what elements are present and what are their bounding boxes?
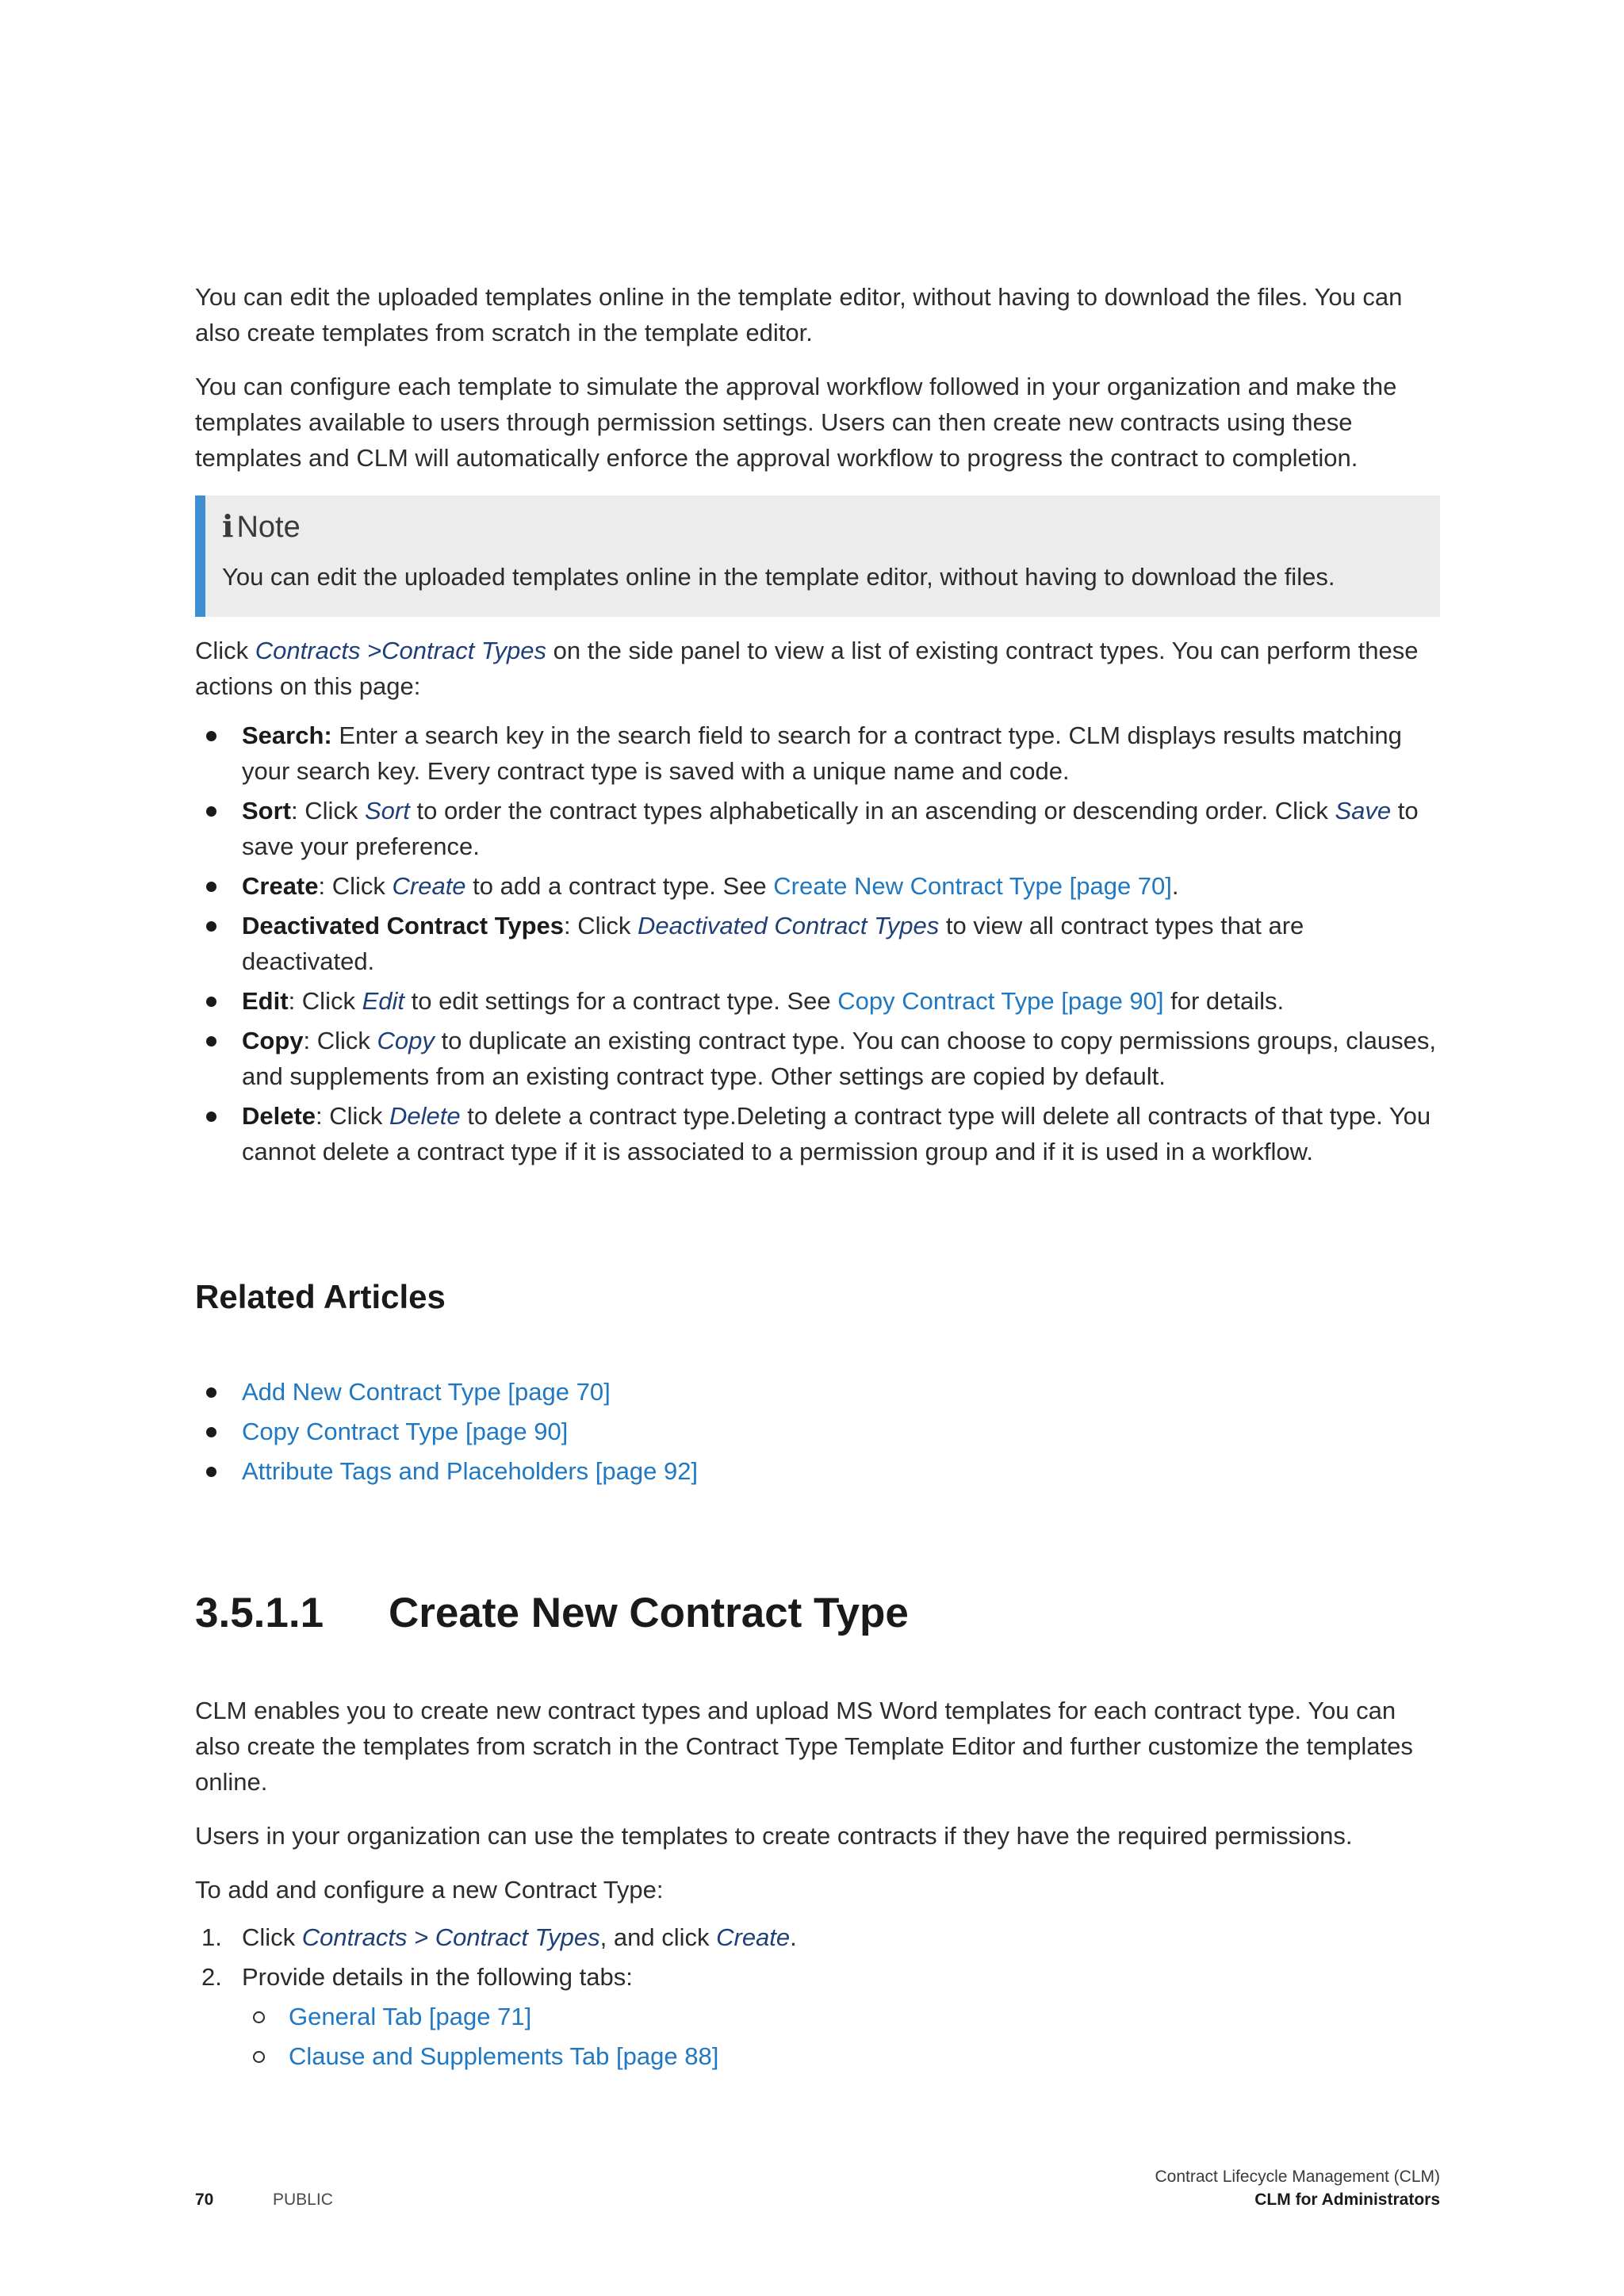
footer-left — [195, 2188, 333, 2212]
classification: PUBLIC — [273, 2191, 333, 2209]
section-paragraph-3: To add and configure a new Contract Type: — [195, 1876, 664, 1904]
step-number: 1. — [201, 1923, 222, 1951]
note-header — [222, 507, 301, 547]
link-add-new-contract-type[interactable]: Add New Contract Type [page 70] — [242, 1378, 611, 1406]
text-segment: to view all contract types that are deactivated. — [242, 912, 1304, 975]
text-segment: Enter a search key in the search field to search for a contract type. CLM displays results matching your search key. Every contract type is saved with a unique name and code. — [242, 721, 1402, 785]
text-segment: . — [790, 1923, 797, 1951]
link-copy-contract-type[interactable]: Copy Contract Type [page 90] — [837, 987, 1164, 1015]
ui-term-create: Create — [392, 872, 466, 900]
section-title: Create New Contract Type — [389, 1590, 909, 1636]
text-segment: : Click — [318, 872, 393, 900]
list-item-deactivated — [195, 908, 1440, 979]
ui-term-deactivated: Deactivated Contract Types — [638, 912, 940, 939]
ui-term-contracts-contract-types: Contracts > Contract Types — [301, 1923, 600, 1951]
list-item — [195, 1414, 698, 1449]
ui-term-edit: Edit — [362, 987, 404, 1015]
text-segment: Provide details in the following tabs: — [242, 1963, 633, 1991]
link-clause-supplements-tab[interactable]: Clause and Supplements Tab [page 88] — [289, 2042, 719, 2070]
text-segment: to edit settings for a contract type. See — [404, 987, 838, 1015]
page-number: 70 — [195, 2191, 214, 2209]
footer-doc-title: CLM for Administrators — [1254, 2191, 1440, 2209]
ui-term-delete: Delete — [389, 1102, 461, 1130]
note-text: You can edit the uploaded templates online in the template editor, without having to download the files. — [222, 563, 1335, 591]
term-deactivated: Deactivated Contract Types — [242, 912, 564, 939]
text-segment: Click — [242, 1923, 302, 1951]
contract-types-intro — [195, 633, 1440, 704]
list-item-sort — [195, 793, 1440, 864]
section-paragraph-2: Users in your organization can use the templates to create contracts if they have the required permissions. — [195, 1822, 1353, 1850]
text-segment: to order the contract types alphabetically in an ascending or descending order. Click — [409, 797, 1335, 825]
text-segment: to delete a contract type.Deleting a contract type will delete all contracts of that type. You cannot delete a contract type if it is associated to a permission group and if it is used in a workflow. — [242, 1102, 1431, 1165]
info-icon: i — [222, 508, 234, 544]
text-segment: to save your preference. — [242, 797, 1419, 860]
ui-term-save: Save — [1335, 797, 1392, 825]
text-segment: : Click — [291, 797, 365, 825]
section-paragraph-1: CLM enables you to create new contract types and upload MS Word templates for each contract type. You can also create the templates from scratch in the Contract Type Template Editor and further customize the templates online. — [195, 1697, 1413, 1796]
list-item — [195, 1453, 698, 1489]
text-segment: to duplicate an existing contract type. You can choose to copy permissions groups, clauses, and supplements from an existing contract type. Other settings are copied by default. — [242, 1027, 1437, 1090]
text-segment: : Click — [303, 1027, 377, 1054]
text-segment: , and click — [599, 1923, 717, 1951]
term-search: Search: — [242, 721, 332, 749]
link-copy-contract-type[interactable]: Copy Contract Type [page 90] — [242, 1418, 569, 1445]
list-item-edit — [195, 983, 1440, 1019]
step-2 — [195, 1959, 797, 2074]
list-item — [242, 1999, 797, 2034]
ui-term-create: Create — [716, 1923, 791, 1951]
text-segment: : Click — [288, 987, 362, 1015]
text-segment: for details. — [1163, 987, 1285, 1015]
term-create: Create — [242, 872, 319, 900]
step-1 — [195, 1919, 797, 1955]
link-general-tab[interactable]: General Tab [page 71] — [289, 2003, 532, 2030]
term-edit: Edit — [242, 987, 289, 1015]
list-item-search — [195, 718, 1440, 789]
term-sort: Sort — [242, 797, 291, 825]
ui-term-contracts-contract-types: Contracts >Contract Types — [255, 637, 547, 664]
note-box — [195, 496, 1440, 617]
intro-paragraph-1: You can edit the uploaded templates online in the template editor, without having to download the files. You can also create templates from scratch in the template editor. — [195, 283, 1403, 346]
term-delete: Delete — [242, 1102, 316, 1130]
sub-list — [242, 1999, 797, 2074]
list-item — [242, 2038, 797, 2074]
text-segment: to add a contract type. See — [465, 872, 774, 900]
note-title: Note — [236, 511, 301, 544]
list-item-create — [195, 868, 1440, 904]
related-articles-list — [195, 1374, 698, 1493]
footer-product: Contract Lifecycle Management (CLM) — [1155, 2168, 1440, 2186]
steps-list — [195, 1919, 797, 2078]
text-segment: : Click — [564, 912, 638, 939]
intro-paragraph-2: You can configure each template to simulate the approval workflow followed in your organization and make the templates available to users through permission settings. Users can then create new contracts using these templates and CLM will automatically enforce the approval workflow to progress the contract to completion. — [195, 373, 1397, 472]
list-item — [195, 1374, 698, 1410]
text-segment: : Click — [316, 1102, 390, 1130]
list-item-delete — [195, 1098, 1440, 1169]
ui-term-sort: Sort — [365, 797, 410, 825]
link-attribute-tags[interactable]: Attribute Tags and Placeholders [page 92] — [242, 1457, 699, 1485]
section-heading — [195, 1586, 909, 1641]
text-segment: Click — [195, 637, 255, 664]
related-articles-heading: Related Articles — [195, 1278, 446, 1315]
ui-term-copy: Copy — [377, 1027, 435, 1054]
actions-list — [195, 718, 1440, 1173]
step-number: 2. — [201, 1963, 222, 1991]
list-item-copy — [195, 1023, 1440, 1094]
footer-right — [1155, 2165, 1440, 2211]
term-copy: Copy — [242, 1027, 304, 1054]
text-segment: . — [1171, 872, 1179, 900]
section-number: 3.5.1.1 — [195, 1590, 324, 1636]
text-segment: on the side panel to view a list of existing contract types. You can perform these actions on this page: — [195, 637, 1419, 700]
link-create-new-contract-type[interactable]: Create New Contract Type [page 70] — [773, 872, 1172, 900]
